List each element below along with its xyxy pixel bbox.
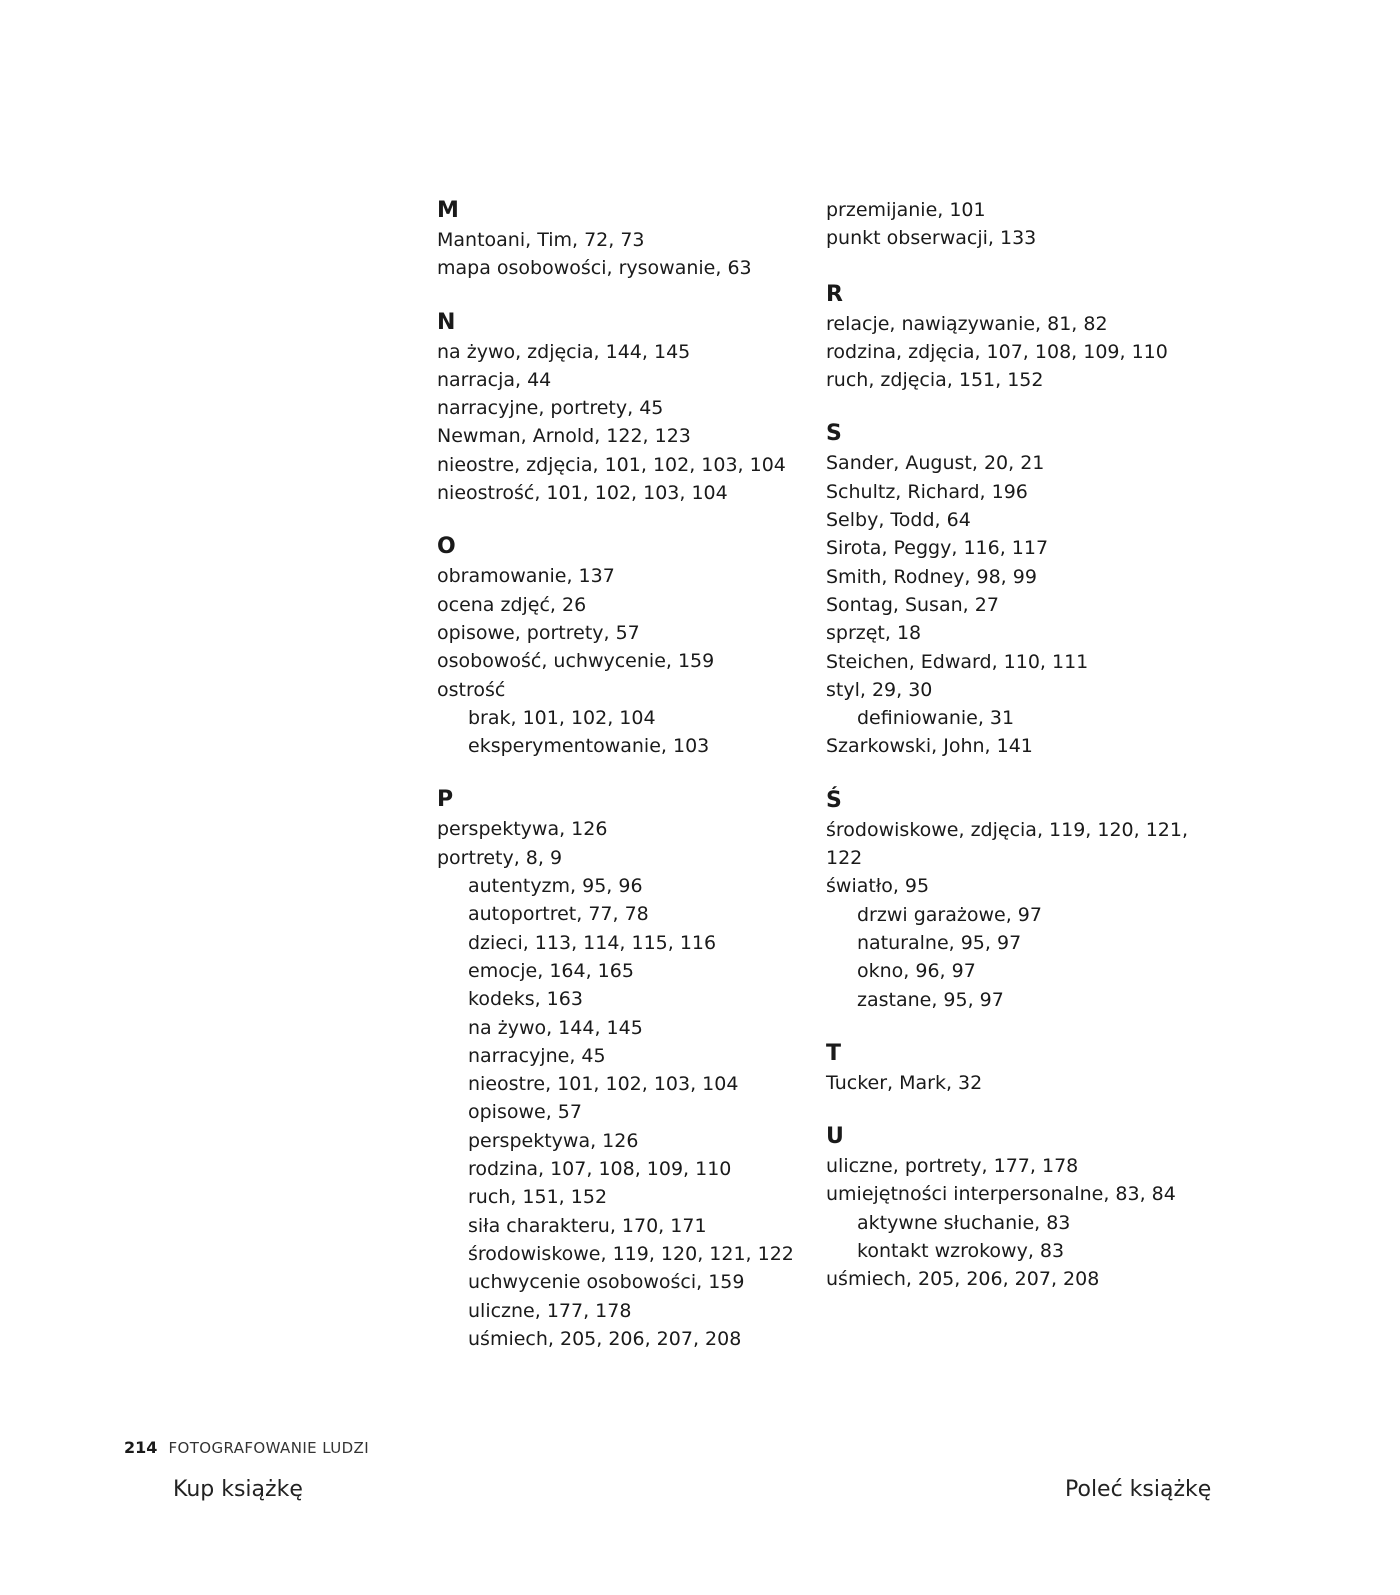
index-entry: światło, 95 (826, 875, 930, 898)
page-footer (124, 1437, 369, 1459)
index-entry: narracyjne, portrety, 45 (437, 397, 664, 420)
index-entry: Schultz, Richard, 196 (826, 480, 1028, 503)
index-section (826, 786, 1198, 1014)
index-subentry: aktywne słuchanie, 83 (857, 1211, 1071, 1234)
index-entry: Szarkowski, John, 141 (826, 735, 1033, 758)
index-subentry: perspektywa, 126 (468, 1129, 639, 1152)
index-entry: Mantoani, Tim, 72, 73 (437, 229, 645, 251)
index-subentry: siła charakteru, 170, 171 (468, 1214, 707, 1237)
index-section (437, 532, 809, 760)
buy-book-link[interactable]: Kup książkę (173, 1477, 303, 1502)
index-subentry: narracyjne, 45 (468, 1044, 606, 1067)
index-entry: uliczne, portrety, 177, 178 (826, 1155, 1079, 1178)
index-entry: Newman, Arnold, 122, 123 (437, 425, 691, 448)
index-section (826, 196, 1198, 253)
index-entry: mapa osobowości, rysowanie, 63 (437, 257, 752, 280)
page-number: 214 (124, 1438, 158, 1457)
index-entry: ocena zdjęć, 26 (437, 593, 587, 616)
section-letter: O (437, 534, 456, 560)
section-letter: M (437, 198, 459, 223)
index-subentry: kontakt wzrokowy, 83 (857, 1240, 1065, 1263)
index-subentry: nieostre, 101, 102, 103, 104 (468, 1073, 739, 1096)
index-entry: Tucker, Mark, 32 (826, 1071, 983, 1094)
index-section (437, 196, 809, 283)
index-entry: nieostrość, 101, 102, 103, 104 (437, 482, 728, 505)
index-section (826, 1039, 1198, 1097)
index-section (826, 1122, 1198, 1293)
index-entry: relacje, nawiązywanie, 81, 82 (826, 312, 1108, 335)
index-entry: nieostre, zdjęcia, 101, 102, 103, 104 (437, 453, 786, 476)
index-entry: środowiskowe, zdjęcia, 119, 120, 121, 122 (826, 818, 1189, 870)
section-letter: P (437, 787, 454, 813)
index-entry: obramowanie, 137 (437, 565, 615, 588)
section-letter: U (826, 1124, 844, 1150)
index-subentry: środowiskowe, 119, 120, 121, 122 (468, 1242, 794, 1265)
index-subentry: uśmiech, 205, 206, 207, 208 (468, 1327, 742, 1350)
section-letter: R (826, 281, 843, 307)
index-entry: ostrość (437, 678, 506, 701)
index-section (437, 308, 809, 508)
recommend-book-link[interactable]: Poleć książkę (1065, 1477, 1212, 1502)
running-title: FOTOGRAFOWANIE LUDZI (168, 1439, 370, 1457)
index-column-left (437, 196, 809, 1378)
index-entry: sprzęt, 18 (826, 622, 922, 645)
index-subentry: autentyzm, 95, 96 (468, 875, 643, 898)
section-letter: T (826, 1040, 842, 1066)
index-subentry: ruch, 151, 152 (468, 1186, 608, 1209)
index-entry: na żywo, zdjęcia, 144, 145 (437, 340, 691, 363)
section-letter: Ś (826, 787, 842, 813)
index-entry: Selby, Todd, 64 (826, 509, 971, 532)
section-letter: N (437, 309, 456, 335)
index-entry: przemijanie, 101 (826, 199, 986, 221)
index-subentry: rodzina, 107, 108, 109, 110 (468, 1158, 732, 1181)
index-subentry: emocje, 164, 165 (468, 959, 634, 982)
index-subentry: zastane, 95, 97 (857, 988, 1004, 1011)
index-entry: umiejętności interpersonalne, 83, 84 (826, 1183, 1176, 1206)
index-subentry: dzieci, 113, 114, 115, 116 (468, 931, 717, 954)
index-subentry: opisowe, 57 (468, 1101, 582, 1124)
index-entry: styl, 29, 30 (826, 678, 933, 701)
section-letter: S (826, 421, 842, 447)
index-entry: ruch, zdjęcia, 151, 152 (826, 369, 1044, 392)
index-entry: rodzina, zdjęcia, 107, 108, 109, 110 (826, 340, 1168, 363)
index-subentry: eksperymentowanie, 103 (468, 735, 710, 758)
index-entry: uśmiech, 205, 206, 207, 208 (826, 1268, 1100, 1291)
index-entry: narracja, 44 (437, 368, 552, 391)
index-subentry: drzwi garażowe, 97 (857, 903, 1042, 926)
index-entry: portrety, 8, 9 (437, 846, 563, 869)
index-subentry: uliczne, 177, 178 (468, 1299, 632, 1322)
index-entry: Sontag, Susan, 27 (826, 593, 999, 616)
index-entry: Sirota, Peggy, 116, 117 (826, 537, 1049, 560)
index-section (826, 280, 1198, 395)
index-section (826, 419, 1198, 760)
index-entry: Smith, Rodney, 98, 99 (826, 565, 1037, 588)
index-entry: Steichen, Edward, 110, 111 (826, 650, 1089, 673)
index-entry: osobowość, uchwycenie, 159 (437, 650, 715, 673)
index-section (437, 785, 809, 1353)
index-column-right (826, 196, 1198, 1319)
index-entry: perspektywa, 126 (437, 818, 608, 841)
index-subentry: naturalne, 95, 97 (857, 931, 1022, 954)
index-subentry: definiowanie, 31 (857, 707, 1015, 730)
index-entry: Sander, August, 20, 21 (826, 452, 1045, 475)
index-subentry: okno, 96, 97 (857, 960, 976, 983)
index-entry: punkt obserwacji, 133 (826, 227, 1037, 250)
index-entry: opisowe, portrety, 57 (437, 621, 640, 644)
index-subentry: kodeks, 163 (468, 988, 583, 1011)
index-subentry: brak, 101, 102, 104 (468, 706, 656, 729)
index-subentry: na żywo, 144, 145 (468, 1016, 643, 1039)
index-subentry: autoportret, 77, 78 (468, 903, 649, 926)
index-subentry: uchwycenie osobowości, 159 (468, 1271, 745, 1294)
